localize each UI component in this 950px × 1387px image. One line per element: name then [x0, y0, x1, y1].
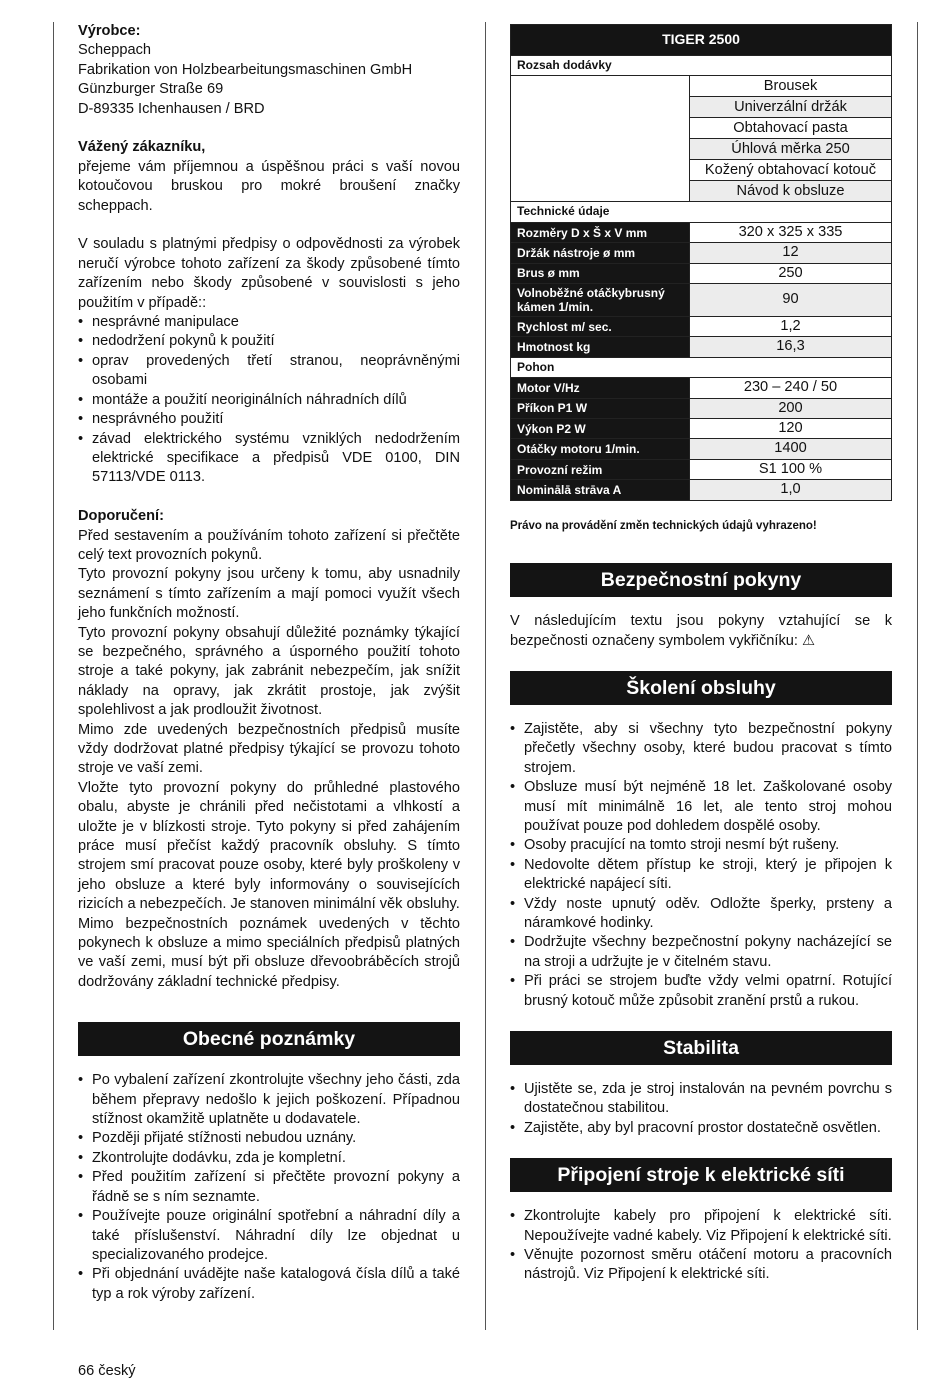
- spec-value: 90: [690, 284, 892, 317]
- spec-label: Výkon P2 W: [511, 419, 690, 439]
- spec-table-title: TIGER 2500: [511, 25, 892, 56]
- spec-label: Držák nástroje ø mm: [511, 243, 690, 263]
- greeting-heading: Vážený zákazníku,: [78, 139, 206, 156]
- spec-value: 1,2: [690, 317, 892, 337]
- list-item: • Ujistěte se, zda je stroj instalován na pevném povrchu s dostatečnou stabilitou.: [510, 1080, 892, 1119]
- list-item: • oprav provedených třetí stranou, neoprávněnými osobami: [78, 352, 460, 391]
- stability-heading: Stabilita: [510, 1031, 892, 1065]
- spec-label: Příkon P1 W: [511, 398, 690, 418]
- spec-change-note: Právo na provádění změn technických údajů vyhrazeno!: [510, 519, 817, 532]
- list-item: • Po vybalení zařízení zkontrolujte všechny jeho části, zda během přepravy nedošlo k jejich poškození. Případnou stížnost okamžitě uplatněte u dodavatele.: [78, 1071, 460, 1129]
- spec-value: 120: [690, 419, 892, 439]
- right-margin-rule: [917, 22, 918, 1330]
- manufacturer-line: Fabrikation von Holzbearbeitungsmaschinen GmbH: [78, 61, 413, 78]
- recommendation-paragraph: Tyto provozní pokyny obsahují důležité poznámky týkající se bezpečného, správného a úsporného použití tohoto stroje a také pokyny, jak zabránit nebezpečím, jak snížit náklady na opravy, jak zkrátit prostoje, jak zvýšit spolehlivost a jak prodloužit životnost.: [78, 624, 460, 719]
- general-notes-heading: Obecné poznámky: [78, 1022, 460, 1056]
- delivery-item: Brousek: [690, 76, 892, 97]
- list-item: • Vždy noste upnutý oděv. Odložte šperky, prsteny a náramkové hodinky.: [510, 895, 892, 934]
- manufacturer-line: Scheppach: [78, 42, 152, 59]
- list-item: • Zkontrolujte kabely pro připojení k elektrické síti. Nepoužívejte vadné kabely. Viz Připojení k elektrické síti.: [510, 1207, 892, 1246]
- spec-value: 200: [690, 398, 892, 418]
- spec-label: Nominālā strāva A: [511, 480, 690, 500]
- recommendation-paragraph: Před sestavením a používáním tohoto zařízení si přečtěte celý text provozních pokynů.: [78, 527, 460, 563]
- spec-table: [510, 24, 892, 501]
- training-list: [510, 720, 892, 1011]
- list-item: • Zajistěte, aby si všechny tyto bezpečnostní pokyny přečetly všechny osoby, které budou pracovat s tímto strojem.: [510, 720, 892, 778]
- list-item: • Nedovolte dětem přístup ke stroji, který je připojen k elektrické napájecí síti.: [510, 856, 892, 895]
- recommendation-paragraph: Mimo bezpečnostních poznámek uvedených v těchto pokynech k obsluze a mimo speciálních předpisů platných ve vaší zemi, musí být při obsluze dřevoobráběcích strojů dodržovány základní technické předpisy.: [78, 915, 460, 990]
- right-column: [510, 24, 892, 1285]
- spec-value: 320 x 325 x 335: [690, 222, 892, 242]
- list-item: • Před použitím zařízení si přečtěte provozní pokyny a řádně se s ním seznamte.: [78, 1168, 460, 1207]
- spec-label: Rychlost m/ sec.: [511, 317, 690, 337]
- list-item: • Používejte pouze originální spotřební a náhradní díly a také příslušenství. Náhradní díly lze objednat u specializovaného prodejce.: [78, 1207, 460, 1265]
- spec-value: 1400: [690, 439, 892, 459]
- recommendation-paragraph: Tyto provozní pokyny jsou určeny k tomu, aby usnadnily seznámení s tímto zařízením a mají pomoci využít všech jeho funkčních možností.: [78, 566, 460, 622]
- list-item: • Později přijaté stížnosti nebudou uznány.: [78, 1129, 460, 1148]
- spec-label: Brus ø mm: [511, 263, 690, 283]
- spec-value: 250: [690, 263, 892, 283]
- spec-value: 16,3: [690, 337, 892, 357]
- delivery-item: Kožený obtahovací kotouč: [690, 160, 892, 181]
- safety-text: V následujícím textu jsou pokyny vztahující se k bezpečnosti označeny symbolem vykřičníku: ⚠: [510, 613, 892, 649]
- spec-label: Hmotnost kg: [511, 337, 690, 357]
- center-rule: [485, 22, 486, 1330]
- left-column: [78, 22, 460, 1304]
- electric-connection-heading: Připojení stroje k elektrické síti: [510, 1158, 892, 1192]
- delivery-item: Úhlová měrka 250: [690, 139, 892, 160]
- general-notes-list: [78, 1071, 460, 1304]
- list-item: • Zajistěte, aby byl pracovní prostor dostatečně osvětlen.: [510, 1119, 892, 1138]
- list-item: • závad elektrického systému vzniklých nedodržením elektrické specifikace a předpisů VDE 0100, DIN 57113/VDE 0113.: [78, 430, 460, 488]
- manufacturer-heading: Výrobce:: [78, 23, 141, 39]
- list-item: • Dodržujte všechny bezpečnostní pokyny nacházející se na stroji a udržujte je v čitelném stavu.: [510, 933, 892, 972]
- spec-value: 12: [690, 243, 892, 263]
- drive-heading: Pohon: [511, 357, 892, 377]
- left-margin-rule: [53, 22, 54, 1330]
- manufacturer-line: D-89335 Ichenhausen / BRD: [78, 100, 265, 117]
- recommendation-paragraph: Vložte tyto provozní pokyny do průhledné plastového obalu, abyste je chránili před nečistotami a vlhkostí a uložte je v blízkosti stroje. Tyto pokyny si před zahájením práce musí přečíst každý pracovník obsluhy. S tímto strojem smí pracovat pouze osoby, které byly proškoleny v jeho obsluze a které byly informovány o souvisejících rizicích a nebezpečích. Je stanoven minimální věk obsluhy.: [78, 779, 460, 913]
- list-item: • Obsluze musí být nejméně 18 let. Zaškolované osoby musí mít minimálně 16 let, ale tento stroj mohou používat pouze pod dohledem dospělé osoby.: [510, 778, 892, 836]
- stability-list: [510, 1080, 892, 1138]
- list-item: • Při práci se strojem buďte vždy velmi opatrní. Rotující brusný kotouč může způsobit zranění prstů a rukou.: [510, 972, 892, 1011]
- electric-connection-list: [510, 1207, 892, 1285]
- manufacturer-line: Günzburger Straße 69: [78, 81, 224, 98]
- list-item: • Při objednání uvádějte naše katalogová čísla dílů a také typ a rok výroby zařízení.: [78, 1265, 460, 1304]
- list-item: • Zkontrolujte dodávku, zda je kompletní.: [78, 1149, 460, 1168]
- spec-value: S1 100 %: [690, 459, 892, 479]
- list-item: • montáže a použití neoriginálních náhradních dílů: [78, 391, 460, 410]
- delivery-item: Univerzální držák: [690, 97, 892, 118]
- training-heading: Školení obsluhy: [510, 671, 892, 705]
- recommendation-heading: Doporučení:: [78, 508, 164, 525]
- page-footer: 66 český: [78, 1363, 136, 1379]
- spec-label: Motor V/Hz: [511, 378, 690, 398]
- greeting-text: přejeme vám příjemnou a úspěšnou práci s vaší novou kotoučovou bruskou pro mokré broušení značky scheppach.: [78, 158, 460, 214]
- spec-value: 1,0: [690, 480, 892, 500]
- list-item: • Osoby pracující na tomto stroji nesmí být rušeny.: [510, 836, 892, 855]
- spec-value: 230 – 240 / 50: [690, 378, 892, 398]
- recommendation-paragraph: Mimo zde uvedených bezpečnostních předpisů musíte vždy dodržovat platné předpisy týkající se provozu tohoto stroje ve vaší zemi.: [78, 721, 460, 777]
- spec-label: Rozměry D x Š x V mm: [511, 222, 690, 242]
- list-item: • nesprávného použití: [78, 410, 460, 429]
- list-item: • nedodržení pokynů k použití: [78, 332, 460, 351]
- spec-blank-cell: [511, 76, 690, 202]
- spec-label: Volnoběžné otáčkybrusný kámen 1/min.: [511, 284, 690, 317]
- liability-list: [78, 313, 460, 488]
- delivery-item: Obtahovací pasta: [690, 118, 892, 139]
- delivery-heading: Rozsah dodávky: [511, 56, 892, 76]
- list-item: • nesprávné manipulace: [78, 313, 460, 332]
- list-item: • Věnujte pozornost směru otáčení motoru a pracovních nástrojů. Viz Připojení k elektrické síti.: [510, 1246, 892, 1285]
- spec-label: Provozní režim: [511, 459, 690, 479]
- liability-text: V souladu s platnými předpisy o odpovědnosti za výrobek neručí výrobce tohoto zařízení za škody způsobené tímto zařízením nebo škody způsobené v souvislosti s jeho použitím v případě::: [78, 236, 460, 311]
- safety-heading: Bezpečnostní pokyny: [510, 563, 892, 597]
- tech-heading: Technické údaje: [511, 202, 892, 222]
- spec-label: Otáčky motoru 1/min.: [511, 439, 690, 459]
- delivery-item: Návod k obsluze: [690, 181, 892, 202]
